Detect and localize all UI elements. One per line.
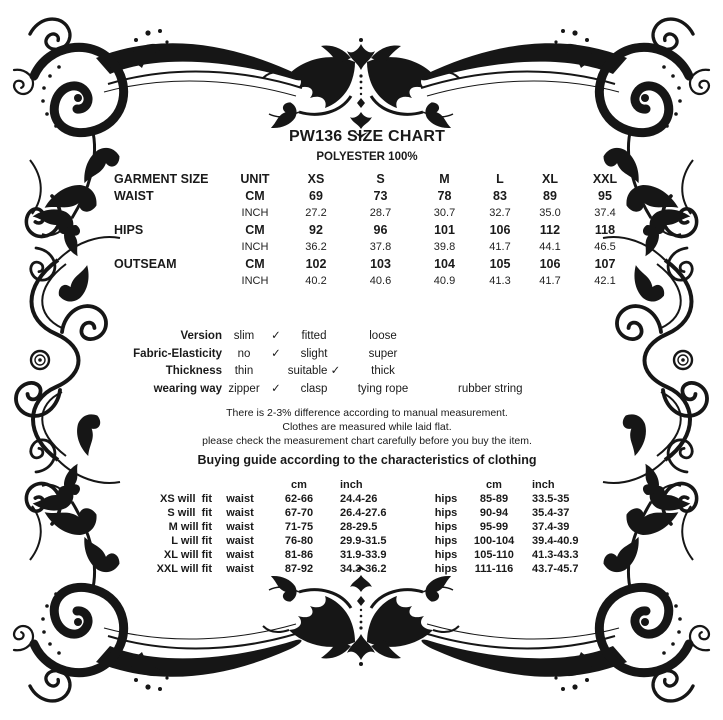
- buying-guide-table: [100, 478, 634, 576]
- size-cell: 46.5: [594, 241, 616, 253]
- fit-cell: 76-80: [284, 535, 314, 547]
- fit-cell: 85-89: [479, 493, 509, 505]
- note-line: please check the measurement chart carefully before you buy the item.: [202, 435, 532, 447]
- feature-row: [100, 346, 634, 364]
- fit-part: hips: [434, 507, 458, 519]
- size-row-unit: CM: [245, 189, 265, 203]
- fit-cell: 71-75: [284, 521, 314, 533]
- feature-option: fitted: [301, 330, 327, 342]
- fit-header: inch: [340, 479, 363, 491]
- fit-cell: 43.7-45.7: [532, 563, 579, 575]
- fit-header: inch: [532, 479, 555, 491]
- size-chart-content: [100, 122, 634, 576]
- check-icon: ✓: [271, 382, 281, 395]
- fit-cell: 95-99: [479, 521, 509, 533]
- size-cell: 41.7: [539, 275, 561, 287]
- fit-cell: 62-66: [284, 493, 314, 505]
- feature-option: no: [237, 347, 251, 360]
- fit-cell: 100-104: [473, 535, 515, 547]
- check-icon: ✓: [271, 330, 281, 342]
- fit-cell: 29.9-31.5: [340, 535, 387, 547]
- fit-part: waist: [226, 535, 254, 547]
- size-cell: 44.1: [539, 241, 561, 253]
- fit-part: hips: [434, 549, 458, 561]
- fit-cell: 111-116: [474, 563, 514, 575]
- fit-header: cm: [291, 479, 307, 491]
- page-title: PW136 SIZE CHART: [288, 128, 446, 145]
- feature-list: [100, 328, 634, 398]
- fit-part: hips: [434, 521, 458, 533]
- size-cell: 39.8: [433, 241, 456, 253]
- fit-part: waist: [226, 507, 254, 519]
- feature-option: [424, 363, 458, 381]
- feature-option: slight: [300, 347, 328, 360]
- size-cell: 41.3: [489, 275, 511, 287]
- garment-size-table: [100, 171, 634, 290]
- feature-option: [424, 346, 458, 364]
- fit-size-label: M will fit: [168, 521, 212, 533]
- size-cell: 41.7: [489, 241, 511, 253]
- size-table-header: M: [439, 172, 450, 186]
- fit-cell: 28-29.5: [340, 521, 378, 533]
- size-cell: 40.2: [305, 275, 327, 287]
- fabric-subtitle: POLYESTER 100%: [316, 151, 418, 163]
- size-table-header: XXL: [592, 172, 618, 186]
- size-cell: 78: [437, 189, 452, 203]
- measurement-notes: [100, 406, 634, 448]
- size-cell: 37.4: [594, 207, 616, 219]
- fit-size-label: XXL will fit: [156, 563, 212, 575]
- fit-part: hips: [434, 563, 458, 575]
- size-cell: 103: [370, 257, 391, 271]
- size-table-header: L: [496, 172, 504, 186]
- size-row-unit: CM: [245, 223, 265, 237]
- fit-part: hips: [434, 493, 458, 505]
- fit-cell: 87-92: [284, 563, 314, 575]
- feature-option: zipper: [228, 382, 260, 395]
- size-cell: 101: [434, 223, 455, 237]
- size-cell: 92: [309, 223, 323, 237]
- fit-part: waist: [226, 549, 254, 561]
- size-cell: 30.7: [433, 207, 456, 219]
- feature-option: thin: [234, 365, 254, 377]
- fit-cell: 26.4-27.6: [340, 507, 387, 519]
- size-cell: 106: [489, 223, 511, 237]
- feature-option: suitable ✓: [287, 365, 341, 377]
- fit-size-label: L will fit: [171, 535, 212, 547]
- fit-cell: 41.3-43.3: [532, 549, 579, 561]
- size-cell: 69: [309, 189, 323, 203]
- feature-option: super: [368, 347, 398, 360]
- feature-label: Fabric-Elasticity: [133, 347, 222, 360]
- feature-option: tying rope: [357, 382, 409, 395]
- fit-header: cm: [486, 479, 502, 491]
- feature-label: wearing way: [153, 382, 222, 395]
- size-cell: 105: [489, 257, 511, 271]
- size-cell: 83: [493, 189, 507, 203]
- size-cell: 37.8: [369, 241, 392, 253]
- size-row-label: [100, 239, 226, 256]
- feature-label: Thickness: [165, 365, 222, 377]
- size-cell: 106: [539, 257, 561, 271]
- fit-cell: 35.4-37: [532, 507, 570, 519]
- size-cell: 32.7: [489, 207, 511, 219]
- feature-option: loose: [369, 330, 397, 342]
- size-cell: 42.1: [594, 275, 616, 287]
- size-cell: 36.2: [305, 241, 327, 253]
- feature-label: Version: [180, 330, 222, 342]
- check-icon: [266, 363, 286, 381]
- note-line: Clothes are measured while laid flat.: [282, 421, 452, 433]
- size-table-header-label: GARMENT SIZE: [114, 172, 209, 186]
- fit-cell: 34.3-36.2: [340, 563, 387, 575]
- size-cell: 89: [543, 189, 557, 203]
- size-cell: 40.9: [433, 275, 456, 287]
- feature-option: [424, 328, 458, 346]
- feature-option: rubber string: [458, 382, 523, 395]
- fit-size-label: XS will fit: [160, 493, 212, 505]
- fit-cell: 37.4-39: [532, 521, 570, 533]
- size-row-label: HIPS: [114, 223, 144, 237]
- size-row-unit: INCH: [241, 241, 269, 253]
- fit-cell: 90-94: [479, 507, 509, 519]
- size-cell: 28.7: [369, 207, 392, 219]
- fit-part: hips: [434, 535, 458, 547]
- feature-option: thick: [371, 365, 395, 377]
- size-table-header: S: [376, 172, 385, 186]
- size-row-label: [100, 205, 226, 222]
- fit-cell: 24.4-26: [340, 493, 378, 505]
- buying-guide-title: Buying guide according to the characteristics of clothing: [197, 453, 537, 467]
- size-cell: 73: [373, 189, 388, 203]
- fit-cell: 31.9-33.9: [340, 549, 387, 561]
- size-row-label: WAIST: [114, 189, 154, 203]
- size-cell: 40.6: [369, 275, 392, 287]
- size-cell: 95: [598, 189, 612, 203]
- fit-size-label: S will fit: [167, 507, 212, 519]
- fit-header: [100, 478, 212, 492]
- fit-cell: 67-70: [284, 507, 314, 519]
- size-row-unit: CM: [245, 257, 265, 271]
- fit-cell: 39.4-40.9: [532, 535, 579, 547]
- size-cell: 112: [539, 223, 561, 237]
- feature-row: [100, 381, 634, 399]
- feature-row: [100, 363, 634, 381]
- fit-cell: 81-86: [284, 549, 314, 561]
- feature-option: clasp: [300, 382, 328, 395]
- fit-header: [426, 478, 466, 492]
- fit-header: [212, 478, 268, 492]
- size-cell: 27.2: [305, 207, 327, 219]
- fit-part: waist: [226, 493, 254, 505]
- size-row-unit: INCH: [241, 275, 269, 287]
- fit-cell: 33.5-35: [532, 493, 570, 505]
- size-cell: 104: [434, 257, 455, 271]
- size-row-unit: INCH: [241, 207, 269, 219]
- fit-part: waist: [226, 521, 254, 533]
- size-table-header: XL: [542, 172, 558, 186]
- size-table-header: UNIT: [240, 172, 270, 186]
- size-cell: 118: [594, 223, 616, 237]
- size-cell: 96: [373, 223, 388, 237]
- size-cell: 107: [594, 257, 616, 271]
- fit-part: waist: [226, 563, 254, 575]
- fit-size-label: XL will fit: [163, 549, 212, 561]
- size-cell: 35.0: [539, 207, 561, 219]
- feature-option: slim: [233, 330, 255, 342]
- size-row-label: [100, 273, 226, 290]
- note-line: There is 2-3% difference according to manual measurement.: [226, 407, 508, 419]
- size-table-header: XS: [307, 172, 325, 186]
- fit-cell: 105-110: [474, 549, 514, 561]
- size-cell: 102: [305, 257, 327, 271]
- feature-row: [100, 328, 634, 346]
- check-icon: ✓: [271, 347, 281, 360]
- size-row-label: OUTSEAM: [114, 257, 177, 271]
